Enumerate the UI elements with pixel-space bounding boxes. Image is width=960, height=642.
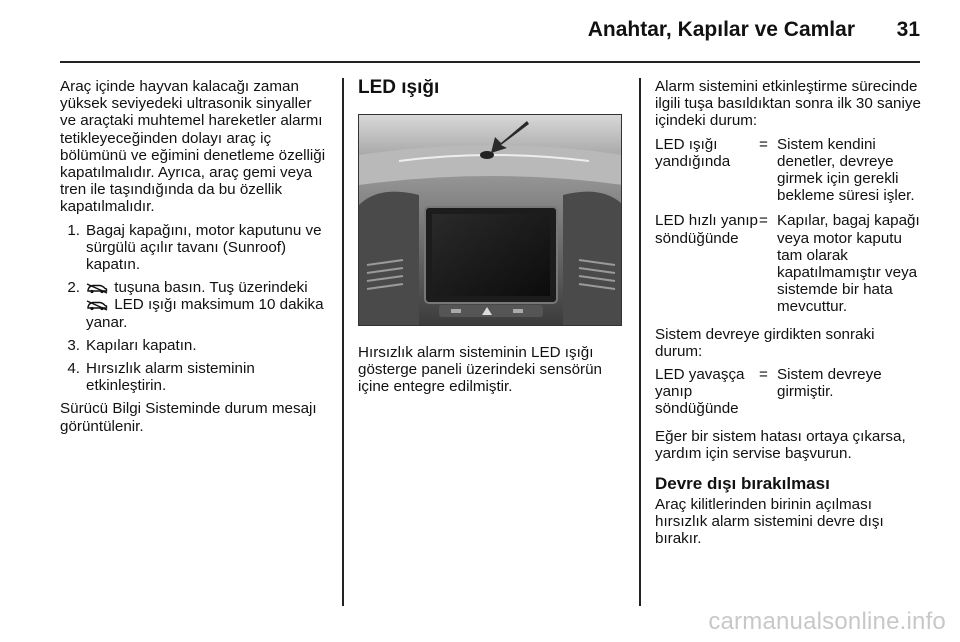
step-number: 1. xyxy=(67,221,80,239)
column-divider xyxy=(342,78,344,606)
step-text: Bagaj kapağını, motor kaputunu ve sürgülü açılır tavanı (Sunroof) kapatın. xyxy=(86,221,322,274)
step-text: Hırsızlık alarm sisteminin etkinleştirin. xyxy=(86,360,255,395)
equals-sign: = xyxy=(759,212,768,230)
list-item xyxy=(60,222,330,274)
footer-watermark: carmanualsonline.info xyxy=(708,608,946,635)
error-paragraph: Eğer bir sistem hatası ortaya çıkarsa, yardım için servise başvurun. xyxy=(655,427,906,462)
step-number: 4. xyxy=(67,360,80,378)
dashboard-figure xyxy=(358,114,622,326)
deactivation-paragraph: Araç kilitlerinden birinin açılması hırsızlık alarm sistemini devre dışı bırakır. xyxy=(655,496,884,548)
status-table-armed xyxy=(655,366,923,418)
led-meaning: Sistem kendini denetler, devreye girmek için gerekli bekleme süresi işler. xyxy=(777,135,915,205)
step-text xyxy=(86,279,330,331)
car-alarm-icon xyxy=(86,299,108,311)
car-alarm-icon xyxy=(86,282,108,294)
column-divider xyxy=(639,78,641,606)
header-title: Anahtar, Kapılar ve Camlar xyxy=(587,18,855,41)
step-text-part: tuşuna basın. Tuş üzerindeki xyxy=(114,279,308,297)
section-heading: LED ışığı xyxy=(358,77,440,98)
figure-caption: Hırsızlık alarm sisteminin LED ışığı gösterge paneli üzerindeki sensörün içine entegre edilmiştir. xyxy=(358,344,603,396)
led-state: LED ışığı yandığında xyxy=(655,135,731,170)
header-rule xyxy=(60,61,920,63)
dashboard-illustration xyxy=(359,115,622,326)
list-item xyxy=(60,279,330,331)
list-item xyxy=(60,360,330,394)
led-state: LED yavaşça yanıp söndüğünde xyxy=(655,366,745,418)
mid-paragraph: Sistem devreye girdikten sonraki durum: xyxy=(655,325,875,360)
column-middle xyxy=(358,78,628,402)
list-item xyxy=(60,337,330,354)
steps-list xyxy=(60,222,330,395)
page-number: 31 xyxy=(896,18,920,41)
led-meaning: Sistem devreye girmiştir. xyxy=(777,366,882,401)
led-meaning: Kapılar, bagaj kapağı veya motor kaputu tam olarak kapatılmamıştır veya sistemde bir hata mevcuttur. xyxy=(777,212,920,316)
step-number: 3. xyxy=(67,336,80,354)
led-state: LED hızlı yanıp söndüğünde xyxy=(655,212,758,247)
intro-paragraph: Alarm sistemini etkinleştirme sürecinde ilgili tuşa basıldıktan sonra ilk 30 saniye içindeki durum: xyxy=(655,78,921,130)
column-left xyxy=(60,78,330,441)
column-right xyxy=(655,78,923,554)
equals-sign: = xyxy=(759,366,768,384)
step-text: Kapıları kapatın. xyxy=(86,336,197,354)
intro-paragraph: Araç içinde hayvan kalacağı zaman yüksek seviyedeki ultrasonik sinyaller ve araçtaki muhtemel hareketler alarmı tetikleyeceğinden dolayı araç iç bölümünü ve eğimini denetleme özelliği kapatılmalıdır. Ayrıca, araç gemi veya tren ile taşındığında da bu özellik kapatılmalıdır. xyxy=(60,78,326,216)
step-number: 2. xyxy=(67,279,80,297)
status-table-activation xyxy=(655,136,923,316)
equals-sign: = xyxy=(759,135,768,153)
subheading: Devre dışı bırakılması xyxy=(655,474,830,494)
outro-paragraph: Sürücü Bilgi Sisteminde durum mesajı görüntülenir. xyxy=(60,400,317,435)
step-text-part: LED ışığı maksimum 10 dakika yanar. xyxy=(86,296,324,331)
